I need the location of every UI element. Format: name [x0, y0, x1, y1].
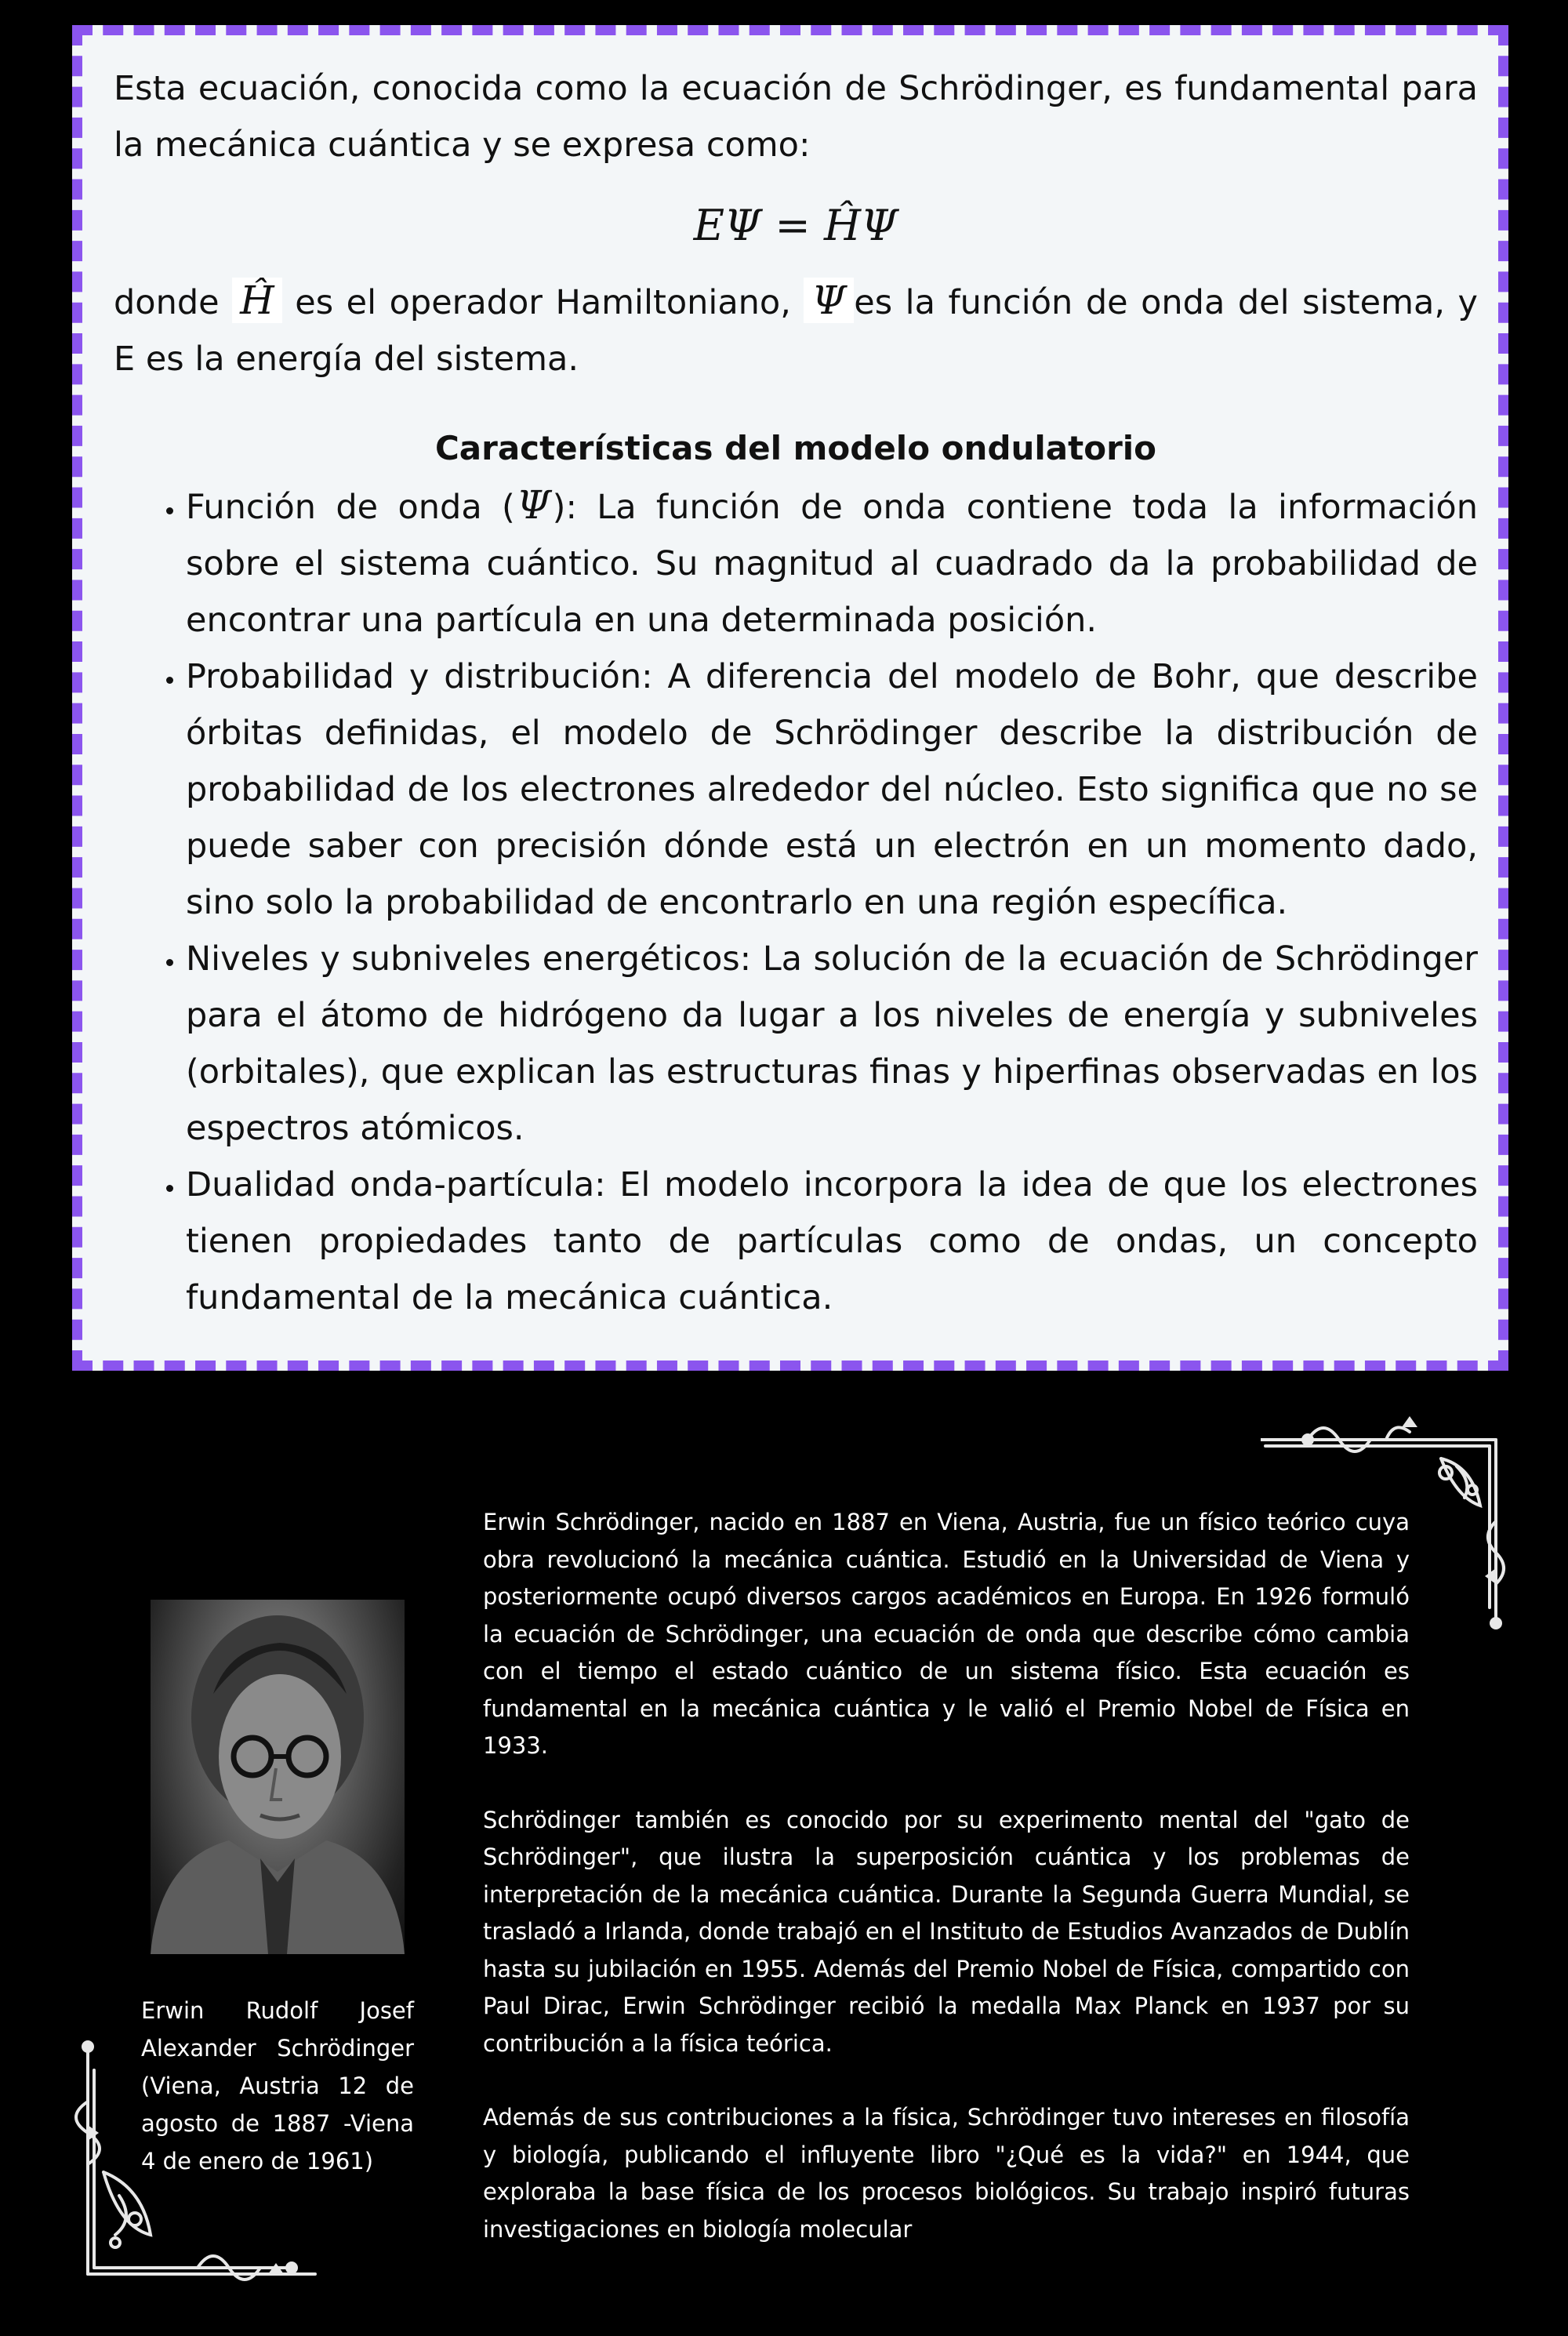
psi-symbol: Ψ	[804, 278, 854, 323]
bullet-text: Niveles y subniveles energéticos: La solución de la ecuación de Schrödinger para el átomo de hidrógeno da lugar a los niveles de energía y subniveles (orbitales), que explican las estructuras finas y hiperfinas observadas en los espectros atómicos.	[186, 939, 1478, 1148]
portrait-illustration	[151, 1600, 405, 1954]
psi-symbol: Ψ	[516, 482, 551, 528]
list-item	[186, 477, 1478, 648]
list-item	[186, 648, 1478, 931]
corner-ornament-bottom-left-icon	[72, 2039, 323, 2282]
portrait-caption: Erwin Rudolf Josef Alexander Schrödinger (Viena, Austria 12 de agosto de 1887 -Viena 4 de enero de 1961)	[141, 1997, 414, 2174]
definition-part1: donde	[114, 283, 220, 322]
definition-paragraph	[114, 272, 1478, 387]
definition-part2: es el operador Hamiltoniano,	[295, 283, 791, 322]
equation-panel	[72, 25, 1508, 1371]
bullet-text: Función de onda (	[186, 488, 515, 527]
schrodinger-portrait	[151, 1600, 405, 1954]
bio-paragraph: Erwin Schrödinger, nacido en 1887 en Viena, Austria, fue un físico teórico cuya obra revolucionó la mecánica cuántica. Estudió en la Universidad de Viena y posteriormente ocupó diversos cargos académicos en Europa. En 1926 formuló la ecuación de Schrödinger, una ecuación de onda que describe cómo cambia con el tiempo el estado cuántico de un sistema físico. Esta ecuación es fundamental en la mecánica cuántica y le valió el Premio Nobel de Física en 1933.	[483, 1509, 1410, 1759]
list-item	[186, 931, 1478, 1157]
hamiltonian-symbol: Ĥ	[232, 278, 282, 323]
bullet-text: Probabilidad y distribución: A diferencia del modelo de Bohr, que describe órbitas definidas, el modelo de Schrödinger describe la distribución de probabilidad de los electrones alrededor del núcleo. Esto significa que no se puede saber con precisión dónde está un electrón en un momento dado, sino solo la probabilidad de encontrarlo en una región específica.	[186, 657, 1478, 922]
characteristics-list	[114, 477, 1478, 1326]
list-item	[186, 1157, 1478, 1326]
schrodinger-equation: EΨ = ĤΨ	[693, 201, 898, 250]
definition-part3: es la función de onda del sistema, y E es la energía del sistema.	[114, 283, 1479, 379]
bio-paragraph: Schrödinger también es conocido por su experimento mental del "gato de Schrödinger", que ilustra la superposición cuántica y los problemas de interpretación de la mecánica cuántica. Durante la Segunda Guerra Mundial, se trasladó a Irlanda, donde trabajó en el Instituto de Estudios Avanzados de Dublín hasta su jubilación en 1955. Además del Premio Nobel de Física, compartido con Paul Dirac, Erwin Schrödinger recibió la medalla Max Planck en 1937 por su contribución a la física teórica.	[483, 1806, 1410, 2057]
biography	[483, 1504, 1410, 2285]
bio-paragraph: Además de sus contribuciones a la física, Schrödinger tuvo intereses en filosofía y biología, publicando el influyente libro "¿Qué es la vida?" en 1944, que exploraba la base física de los procesos biológicos. Su trabajo inspiró futuras investigaciones en biología molecular	[483, 2104, 1410, 2243]
bullet-text: ): La función de onda contiene toda la información sobre el sistema cuántico. Su magnitud al cuadrado da la probabilidad de encontrar una partícula en una determinada posición.	[186, 488, 1478, 640]
bullet-text: Dualidad onda-partícula: El modelo incorpora la idea de que los electrones tienen propiedades tanto de partículas como de ondas, un concepto fundamental de la mecánica cuántica.	[186, 1165, 1478, 1317]
panel-content	[114, 60, 1478, 1326]
intro-paragraph: Esta ecuación, conocida como la ecuación de Schrödinger, es fundamental para la mecánica cuántica y se expresa como:	[114, 69, 1478, 165]
section-heading: Características del modelo ondulatorio	[434, 429, 1157, 467]
